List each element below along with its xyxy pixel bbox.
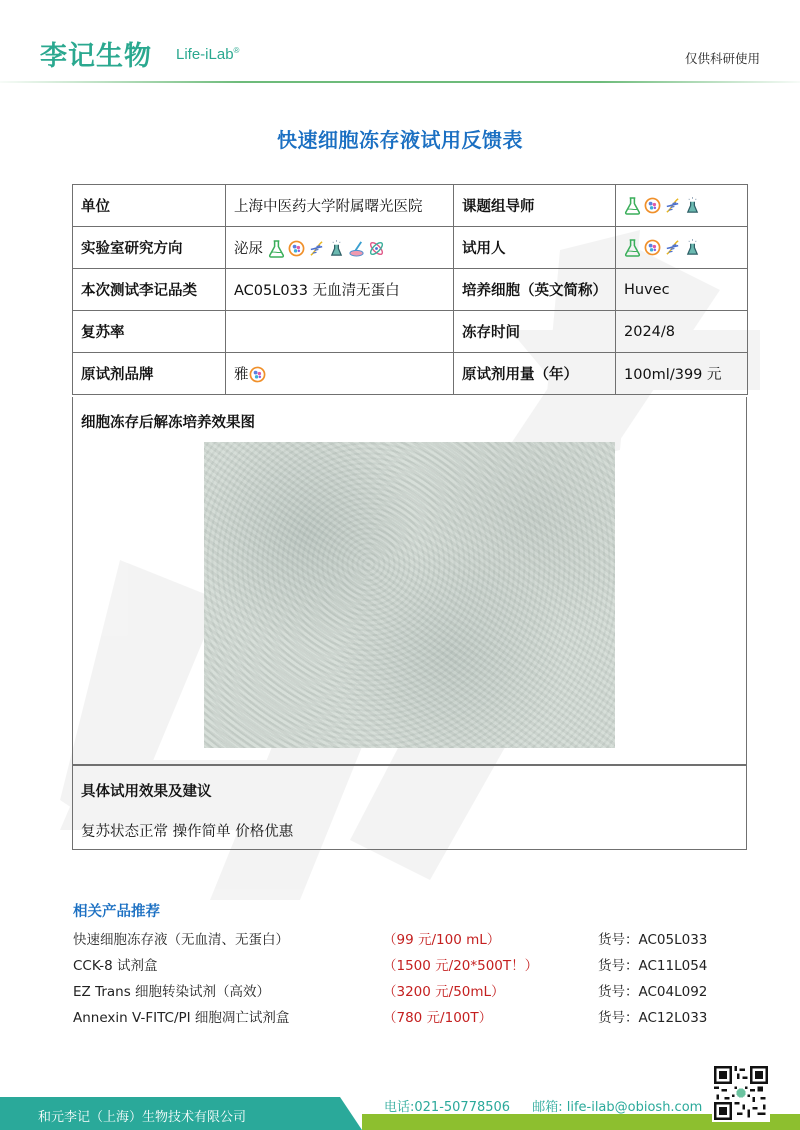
atom-icon: [368, 239, 385, 258]
table-row: [73, 353, 748, 395]
table-row: [73, 185, 748, 227]
footer-company: 和元李记（上海）生物技术有限公司: [38, 1110, 247, 1125]
feedback-label: 具体试用效果及建议: [81, 784, 212, 800]
product-code: 货号：AC12L033: [598, 1010, 708, 1026]
product-price: （99 元/100 mL）: [383, 932, 501, 948]
value-research-direction: 泌尿: [226, 227, 454, 269]
product-price: （780 元/100T）: [383, 1010, 493, 1026]
footer-phone: 电话:021-50778506: [384, 1100, 511, 1115]
value-freeze-time: 2024/8: [616, 311, 748, 353]
beaker-icon: [684, 238, 701, 257]
page-title: 快速细胞冻存液试用反馈表: [277, 128, 523, 152]
flask-icon: [624, 196, 641, 215]
label-unit: 单位: [73, 185, 226, 227]
label-recovery-rate: 复苏率: [73, 311, 226, 353]
label-cell-line: 培养细胞（英文简称）: [454, 269, 616, 311]
product-name: 快速细胞冻存液（无血清、无蛋白）: [73, 932, 289, 948]
feedback-section: [72, 765, 747, 850]
header-divider: [0, 81, 800, 83]
flask-icon: [268, 239, 285, 258]
label-supervisor: 课题组导师: [454, 185, 616, 227]
list-item: [73, 1006, 753, 1028]
label-original-brand: 原试剂品牌: [73, 353, 226, 395]
logo-cn: 李记生物: [40, 41, 152, 72]
image-section: [72, 397, 747, 765]
dna-icon: [664, 196, 681, 215]
product-price: （1500 元/20*500T！）: [383, 958, 539, 974]
product-price: （3200 元/50mL）: [383, 984, 505, 1000]
label-freeze-time: 冻存时间: [454, 311, 616, 353]
product-name: EZ Trans 细胞转染试剂（高效）: [73, 984, 271, 1000]
list-item: [73, 954, 753, 976]
footer-email: 邮箱: life-ilab@obiosh.com: [532, 1100, 703, 1115]
value-supervisor-redacted: [616, 185, 748, 227]
product-name: Annexin V-FITC/PI 细胞凋亡试剂盒: [73, 1010, 290, 1026]
cell-icon: [644, 238, 661, 257]
research-only-notice: 仅供科研使用: [684, 51, 760, 66]
logo-en: Life-iLab®: [176, 46, 240, 63]
label-product-tested: 本次测试李记品类: [73, 269, 226, 311]
product-code: 货号：AC04L092: [598, 984, 708, 1000]
dna-icon: [664, 238, 681, 257]
list-item: [73, 928, 753, 950]
value-recovery-rate: [226, 311, 454, 353]
qr-code-icon: [714, 1066, 768, 1120]
value-cell-line: Huvec: [616, 269, 748, 311]
table-row: [73, 311, 748, 353]
label-research-direction: 实验室研究方向: [73, 227, 226, 269]
cell-icon: [288, 239, 305, 258]
product-code: 货号：AC11L054: [598, 958, 708, 974]
table-row: [73, 227, 748, 269]
list-item: [73, 980, 753, 1002]
beaker-icon: [684, 196, 701, 215]
info-table: [72, 184, 748, 395]
image-section-label: 细胞冻存后解冻培养效果图: [81, 415, 255, 431]
footer-contact: [384, 1096, 720, 1115]
qr-code: [712, 1064, 770, 1122]
dna-icon: [308, 239, 325, 258]
value-trial-user-redacted: [616, 227, 748, 269]
label-trial-user: 试用人: [454, 227, 616, 269]
cell-culture-photo: [204, 442, 615, 748]
recommended-title: 相关产品推荐: [73, 904, 160, 920]
label-original-usage: 原试剂用量（年）: [454, 353, 616, 395]
table-row: [73, 269, 748, 311]
product-code: 货号：AC05L033: [598, 932, 708, 948]
product-name: CCK-8 试剂盒: [73, 958, 158, 974]
cell-icon: [249, 365, 266, 384]
petri-dish-icon: [348, 239, 365, 258]
flask-icon: [624, 238, 641, 257]
value-product-tested: AC05L033 无血清无蛋白: [226, 269, 454, 311]
beaker-icon: [328, 239, 345, 258]
cell-icon: [644, 196, 661, 215]
feedback-text: 复苏状态正常 操作简单 价格优惠: [81, 824, 294, 840]
value-unit: 上海中医药大学附属曙光医院: [226, 185, 454, 227]
value-original-usage: 100ml/399 元: [616, 353, 748, 395]
value-original-brand: 雅: [226, 353, 454, 395]
